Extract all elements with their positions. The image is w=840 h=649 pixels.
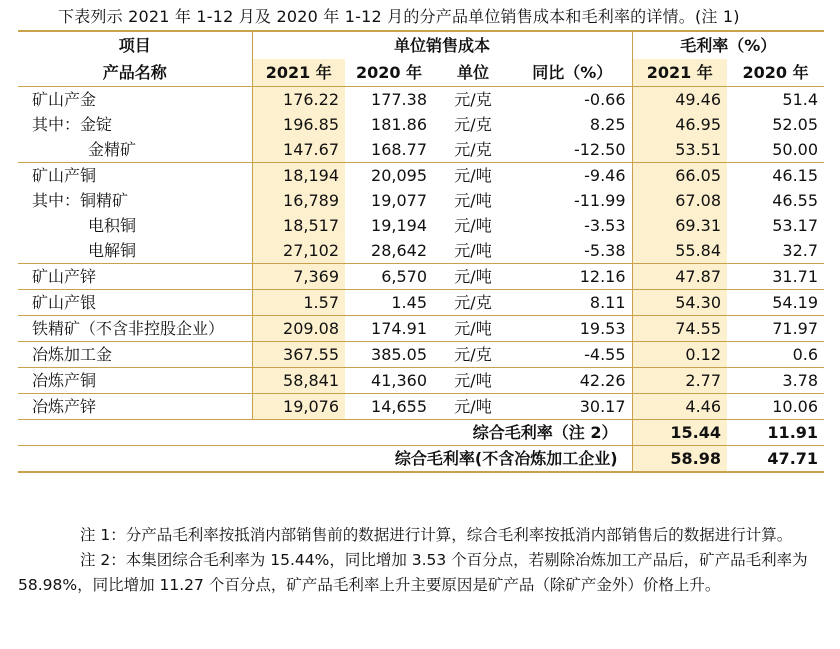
gm-2021: 74.55 xyxy=(632,316,727,342)
unit: 元/吨 xyxy=(433,264,513,290)
intro-text: 下表列示 2021 年 1-12 月及 2020 年 1-12 月的分产品单位销售成本和毛利率的详情。(注 1) xyxy=(58,7,740,26)
table-row xyxy=(18,290,824,316)
cost-2021: 58,841 xyxy=(252,368,345,394)
summary-label: 综合毛利率（注 2） xyxy=(18,420,632,446)
gm-2021: 66.05 xyxy=(632,163,727,189)
yoy: 42.26 xyxy=(513,368,632,394)
cost-2021: 18,194 xyxy=(252,163,345,189)
note-2: 注 2：本集团综合毛利率为 15.44%，同比增加 3.53 个百分点，若剔除冶炼加工产品后，矿产品毛利率为 58.98%，同比增加 11.27 个百分点，矿产品毛利率上升主要原因是矿产品（除矿产金外）价格上升。 xyxy=(18,551,808,594)
gm-2020: 46.55 xyxy=(772,191,819,210)
yoy: -9.46 xyxy=(584,166,626,185)
gm-2020: 71.97 xyxy=(727,316,824,342)
header-cost-2020: 2020 年 xyxy=(345,59,433,87)
unit: 元/克 xyxy=(454,90,492,109)
summary-gm-2021: 58.98 xyxy=(632,446,727,473)
unit: 元/吨 xyxy=(433,394,513,420)
cost-2020: 168.77 xyxy=(345,137,433,163)
table-row xyxy=(18,163,824,189)
header-gross-margin: 毛利率（%） xyxy=(632,31,824,59)
header-gm-2020: 2020 年 xyxy=(727,59,824,87)
product-name: 金精矿 xyxy=(18,137,252,163)
gm-2021: 53.51 xyxy=(632,137,727,163)
table-row xyxy=(18,87,824,113)
cost-2020: 28,642 xyxy=(345,238,433,264)
product-name: 矿山产银 xyxy=(18,290,252,316)
cost-2020: 20,095 xyxy=(371,166,427,185)
yoy: -0.66 xyxy=(584,90,626,109)
unit: 元/吨 xyxy=(454,166,492,185)
cost-2021: 209.08 xyxy=(252,316,345,342)
header-unit-cost: 单位销售成本 xyxy=(252,31,632,59)
unit: 元/吨 xyxy=(454,191,492,210)
gm-2021: 47.87 xyxy=(632,264,727,290)
unit: 元/吨 xyxy=(454,216,492,235)
product-name: 其中：金锭 xyxy=(32,115,113,134)
yoy: -3.53 xyxy=(584,216,626,235)
yoy: -5.38 xyxy=(513,238,632,264)
cost-2021: 7,369 xyxy=(252,264,345,290)
gm-2020: 51.4 xyxy=(782,90,819,109)
gm-2020: 32.7 xyxy=(727,238,824,264)
summary-row xyxy=(18,420,824,446)
cost-2020: 19,077 xyxy=(371,191,427,210)
product-name: 电解铜 xyxy=(18,238,252,264)
cost-2020: 6,570 xyxy=(345,264,433,290)
gm-2020: 46.15 xyxy=(772,166,819,185)
summary-gm-2020: 47.71 xyxy=(727,446,824,473)
summary-gm-2021: 15.44 xyxy=(632,420,727,446)
cost-2021: 16,789 xyxy=(252,188,345,213)
table-row xyxy=(18,238,824,264)
yoy: -12.50 xyxy=(513,137,632,163)
gm-2021: 46.95 xyxy=(632,112,727,137)
cost-2021: 18,517 xyxy=(252,213,345,238)
cost-margin-table xyxy=(18,30,824,473)
yoy: -11.99 xyxy=(573,191,626,210)
table-row xyxy=(18,264,824,290)
header-cost-2021: 2021 年 xyxy=(252,59,345,87)
cost-2021: 196.85 xyxy=(252,112,345,137)
table-row xyxy=(18,213,824,238)
gm-2021: 4.46 xyxy=(632,394,727,420)
unit: 元/克 xyxy=(433,137,513,163)
header-product-name: 产品名称 xyxy=(18,59,252,87)
header-gm-2021: 2021 年 xyxy=(632,59,727,87)
product-name: 矿山产锌 xyxy=(18,264,252,290)
product-name: 矿山产金 xyxy=(32,90,97,109)
unit: 元/吨 xyxy=(433,368,513,394)
gm-2021: 67.08 xyxy=(632,188,727,213)
summary-label: 综合毛利率(不含冶炼加工企业) xyxy=(18,446,632,473)
summary-gm-2020: 11.91 xyxy=(727,420,824,446)
cost-2020: 1.45 xyxy=(345,290,433,316)
table-row xyxy=(18,394,824,420)
gm-2020: 3.78 xyxy=(727,368,824,394)
cost-2020: 177.38 xyxy=(371,90,427,109)
yoy: 30.17 xyxy=(513,394,632,420)
header-unit: 单位 xyxy=(433,59,513,87)
gm-2021: 0.12 xyxy=(632,342,727,368)
cost-2020: 19,194 xyxy=(371,216,427,235)
cost-2021: 19,076 xyxy=(252,394,345,420)
gm-2020: 52.05 xyxy=(772,115,819,134)
table-row xyxy=(18,368,824,394)
product-name: 矿山产铜 xyxy=(32,166,97,185)
cost-2020: 181.86 xyxy=(371,115,427,134)
header-yoy: 同比（%） xyxy=(513,59,632,87)
gm-2021: 69.31 xyxy=(632,213,727,238)
note-1: 注 1：分产品毛利率按抵消内部销售前的数据进行计算，综合毛利率按抵消内部销售后的数据进行计算。 xyxy=(80,526,793,544)
cost-2021: 176.22 xyxy=(252,87,345,113)
product-name: 冶炼产锌 xyxy=(18,394,252,420)
yoy: 19.53 xyxy=(513,316,632,342)
product-name: 电积铜 xyxy=(88,216,137,235)
gm-2020: 31.71 xyxy=(727,264,824,290)
yoy: 8.25 xyxy=(589,115,626,134)
table-row xyxy=(18,342,824,368)
yoy: 12.16 xyxy=(513,264,632,290)
product-name: 其中：铜精矿 xyxy=(32,191,129,210)
gm-2021: 54.30 xyxy=(632,290,727,316)
table-row xyxy=(18,137,824,163)
header-item: 项目 xyxy=(18,31,252,59)
summary-row xyxy=(18,446,824,473)
unit: 元/克 xyxy=(433,342,513,368)
cost-2020: 41,360 xyxy=(345,368,433,394)
gm-2020: 10.06 xyxy=(727,394,824,420)
notes xyxy=(18,523,824,598)
gm-2021: 55.84 xyxy=(632,238,727,264)
unit: 元/吨 xyxy=(433,238,513,264)
table-row xyxy=(18,316,824,342)
cost-2021: 367.55 xyxy=(252,342,345,368)
table-row xyxy=(18,188,824,213)
cost-2020: 14,655 xyxy=(345,394,433,420)
cost-2021: 27,102 xyxy=(252,238,345,264)
gm-2020: 50.00 xyxy=(727,137,824,163)
unit: 元/克 xyxy=(454,115,492,134)
table-row xyxy=(18,112,824,137)
product-name: 冶炼产铜 xyxy=(18,368,252,394)
gm-2020: 0.6 xyxy=(727,342,824,368)
unit: 元/克 xyxy=(433,290,513,316)
gm-2020: 53.17 xyxy=(772,216,819,235)
yoy: 8.11 xyxy=(513,290,632,316)
product-name: 铁精矿（不含非控股企业） xyxy=(18,316,252,342)
product-name: 冶炼加工金 xyxy=(18,342,252,368)
yoy: -4.55 xyxy=(513,342,632,368)
cost-2021: 1.57 xyxy=(252,290,345,316)
cost-2020: 385.05 xyxy=(345,342,433,368)
gm-2020: 54.19 xyxy=(727,290,824,316)
cost-2021: 147.67 xyxy=(252,137,345,163)
gm-2021: 49.46 xyxy=(632,87,727,113)
gm-2021: 2.77 xyxy=(632,368,727,394)
unit: 元/吨 xyxy=(433,316,513,342)
cost-2020: 174.91 xyxy=(345,316,433,342)
